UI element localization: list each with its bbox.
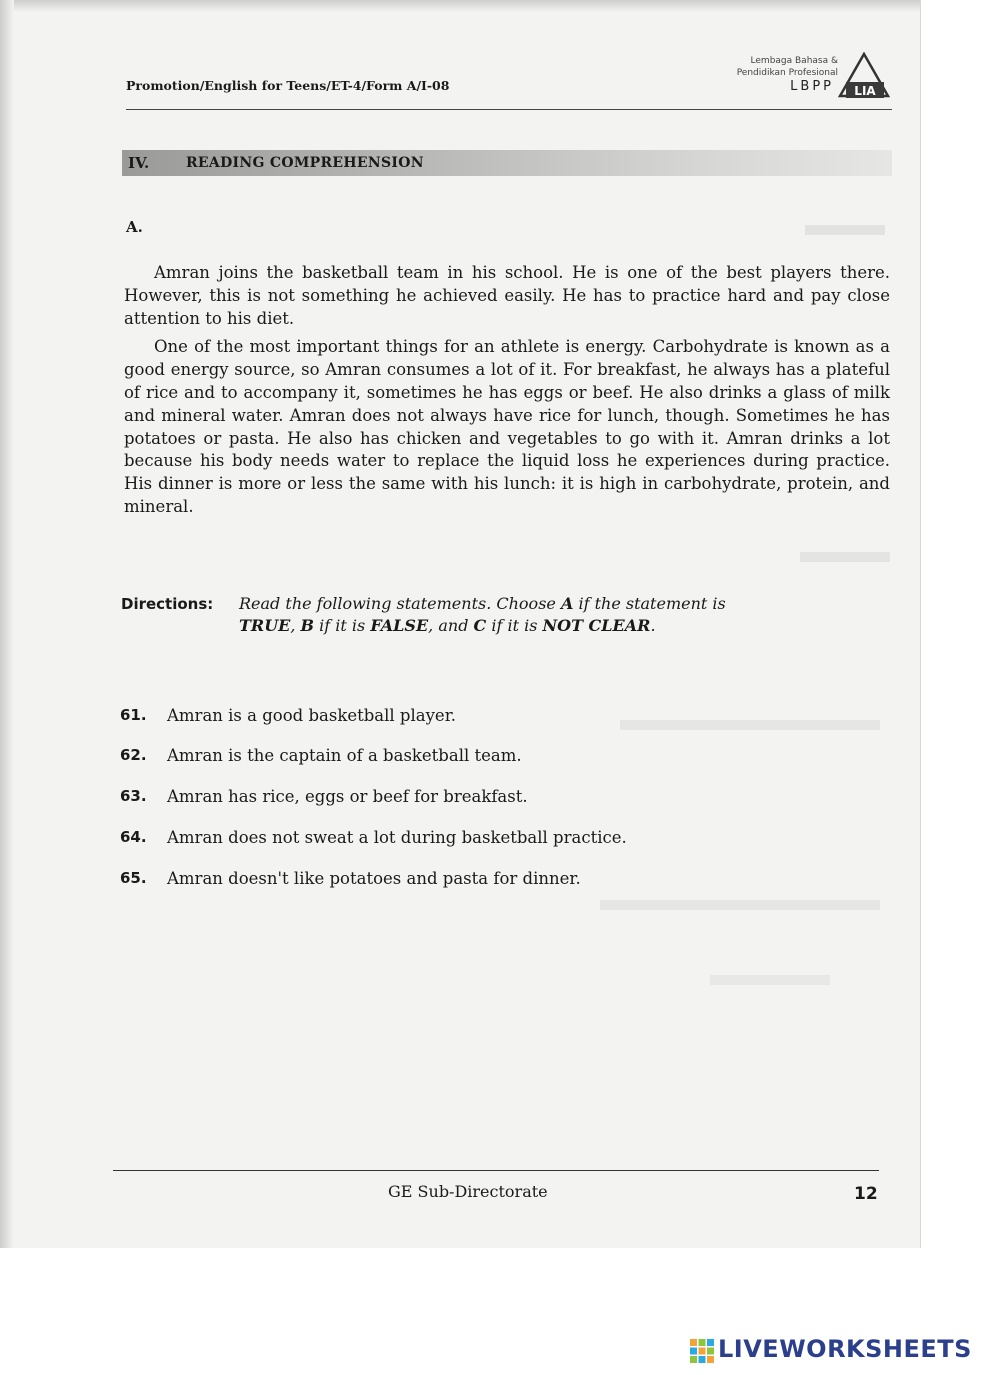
show-through-mark: [600, 900, 880, 910]
part-label: A.: [126, 218, 143, 236]
liveworksheets-logo[interactable]: [690, 1335, 990, 1367]
header-rule: [126, 109, 892, 110]
reading-passage: [124, 262, 890, 525]
show-through-mark: [800, 552, 890, 562]
question-text: Amran has rice, eggs or beef for breakfast.: [167, 787, 528, 806]
show-through-mark: [710, 975, 830, 985]
question-text: Amran doesn't like potatoes and pasta for dinner.: [167, 869, 581, 888]
logo-mark-text: LIA: [854, 84, 876, 98]
question-number: 65.: [120, 869, 147, 887]
question-text: Amran is the captain of a basketball team.: [167, 746, 522, 765]
question-number: 62.: [120, 746, 147, 764]
liveworksheets-grid-icon: [690, 1339, 714, 1363]
scan-top-shadow: [0, 0, 920, 12]
question-text: Amran is a good basketball player.: [167, 706, 457, 725]
lbpp-lia-logo: [716, 50, 896, 102]
question-number: 64.: [120, 828, 147, 846]
show-through-mark: [620, 720, 880, 730]
scan-left-shadow: [0, 0, 14, 1248]
logo-line-3: LBPP: [790, 79, 834, 94]
lia-triangle-icon: [838, 52, 890, 100]
page-number: 12: [854, 1184, 878, 1204]
section-number: IV.: [128, 154, 150, 172]
show-through-mark: [805, 225, 885, 235]
logo-line-2: Pendidikan Profesional: [736, 68, 838, 78]
footer-rule: [113, 1170, 879, 1171]
form-code: Promotion/English for Teens/ET-4/Form A/I-08: [126, 78, 450, 93]
footer-center: GE Sub-Directorate: [388, 1182, 548, 1201]
passage-paragraph: One of the most important things for an athlete is energy. Carbohydrate is known as a good energy source, so Amran consumes a lot of it. For breakfast, he always has a plateful of rice and to accompany it, sometimes he has eggs or beef. He also drinks a glass of milk and mineral water. Amran does not always have rice for lunch, though. Sometimes he has potatoes or pasta. He also has chicken and vegetables to go with it. Amran drinks a lot because his body needs water to replace the liquid loss he experiences during practice. His dinner is more or less the same with his lunch: it is high in carbohydrate, protein, and mineral.: [124, 337, 890, 516]
directions-label: Directions:: [121, 595, 214, 613]
logo-line-1: Lembaga Bahasa &: [750, 56, 838, 66]
directions-text: Read the following statements. Choose A if the statement is TRUE, B if it is FALSE, and C if it is NOT CLEAR.: [239, 594, 726, 635]
liveworksheets-wordmark: LIVEWORKSHEETS: [718, 1335, 972, 1363]
question-number: 61.: [120, 706, 147, 724]
section-title: READING COMPREHENSION: [186, 155, 424, 171]
question-number: 63.: [120, 787, 147, 805]
question-text: Amran does not sweat a lot during basketball practice.: [167, 828, 627, 847]
passage-paragraph: Amran joins the basketball team in his school. He is one of the best players there. However, this is not something he achieved easily. He has to practice hard and pay close attention to his diet.: [124, 263, 890, 328]
